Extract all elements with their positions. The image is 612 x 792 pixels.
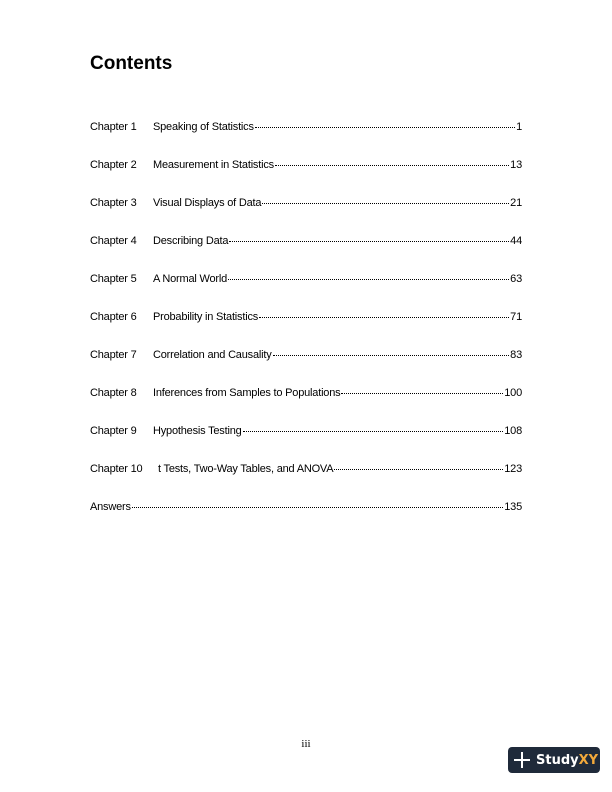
chapter-title: Describing Data bbox=[153, 235, 229, 247]
brand-name-part1: Study bbox=[536, 752, 579, 768]
page-number: 63 bbox=[510, 273, 522, 285]
page-number: 44 bbox=[510, 235, 522, 247]
dot-leader bbox=[334, 469, 503, 470]
toc-entry-chapter-6[interactable] bbox=[90, 311, 522, 349]
dot-leader bbox=[262, 203, 509, 204]
chapter-number: Chapter 2 bbox=[90, 159, 137, 171]
chapter-number: Chapter 6 bbox=[90, 311, 137, 323]
page-number: 135 bbox=[504, 501, 522, 513]
chapter-title: A Normal World bbox=[153, 273, 228, 285]
toc-entry-chapter-8[interactable] bbox=[90, 387, 522, 425]
chapter-number: Chapter 10 bbox=[90, 463, 143, 475]
dot-leader bbox=[341, 393, 503, 394]
chapter-title: Answers bbox=[90, 501, 131, 513]
dot-leader bbox=[255, 127, 515, 128]
chapter-number: Chapter 7 bbox=[90, 349, 137, 361]
toc-entry-chapter-1[interactable] bbox=[90, 121, 522, 159]
page-number: 83 bbox=[510, 349, 522, 361]
dot-leader bbox=[275, 165, 509, 166]
toc-entry-chapter-9[interactable] bbox=[90, 425, 522, 463]
plus-icon bbox=[514, 752, 530, 768]
chapter-title: Hypothesis Testing bbox=[153, 425, 242, 437]
chapter-number: Chapter 4 bbox=[90, 235, 137, 247]
chapter-title: Speaking of Statistics bbox=[153, 121, 254, 133]
toc-entry-answers[interactable] bbox=[90, 501, 522, 539]
page-number: 13 bbox=[510, 159, 522, 171]
chapter-number: Chapter 3 bbox=[90, 197, 137, 209]
chapter-title: Inferences from Samples to Populations bbox=[153, 387, 341, 399]
page-title: Contents bbox=[90, 53, 173, 74]
dot-leader bbox=[273, 355, 510, 356]
studyxy-badge[interactable] bbox=[508, 747, 600, 773]
chapter-number: Chapter 9 bbox=[90, 425, 137, 437]
toc-entry-chapter-5[interactable] bbox=[90, 273, 522, 311]
page-number: 108 bbox=[504, 425, 522, 437]
toc-entry-chapter-3[interactable] bbox=[90, 197, 522, 235]
page-number: 100 bbox=[504, 387, 522, 399]
page-number: 21 bbox=[510, 197, 522, 209]
toc-entry-chapter-2[interactable] bbox=[90, 159, 522, 197]
chapter-title: Correlation and Causality bbox=[153, 349, 272, 361]
dot-leader bbox=[228, 279, 509, 280]
page-number: 123 bbox=[504, 463, 522, 475]
toc-entry-chapter-10[interactable] bbox=[90, 463, 522, 501]
dot-leader bbox=[259, 317, 509, 318]
toc-entry-chapter-7[interactable] bbox=[90, 349, 522, 387]
chapter-title: Visual Displays of Data bbox=[153, 197, 262, 209]
dot-leader bbox=[229, 241, 509, 242]
page-number: 71 bbox=[510, 311, 522, 323]
page-number: 1 bbox=[516, 121, 522, 133]
page-folio: iii bbox=[301, 738, 311, 750]
chapter-number: Chapter 5 bbox=[90, 273, 137, 285]
chapter-title: Measurement in Statistics bbox=[153, 159, 274, 171]
dot-leader bbox=[243, 431, 504, 432]
dot-leader bbox=[132, 507, 503, 508]
toc-entry-chapter-4[interactable] bbox=[90, 235, 522, 273]
chapter-title: Probability in Statistics bbox=[153, 311, 259, 323]
chapter-number: Chapter 1 bbox=[90, 121, 137, 133]
chapter-title: t Tests, Two-Way Tables, and ANOVA bbox=[158, 463, 334, 475]
chapter-number: Chapter 8 bbox=[90, 387, 137, 399]
brand-name-part2: XY bbox=[578, 752, 599, 768]
table-of-contents bbox=[90, 121, 522, 539]
